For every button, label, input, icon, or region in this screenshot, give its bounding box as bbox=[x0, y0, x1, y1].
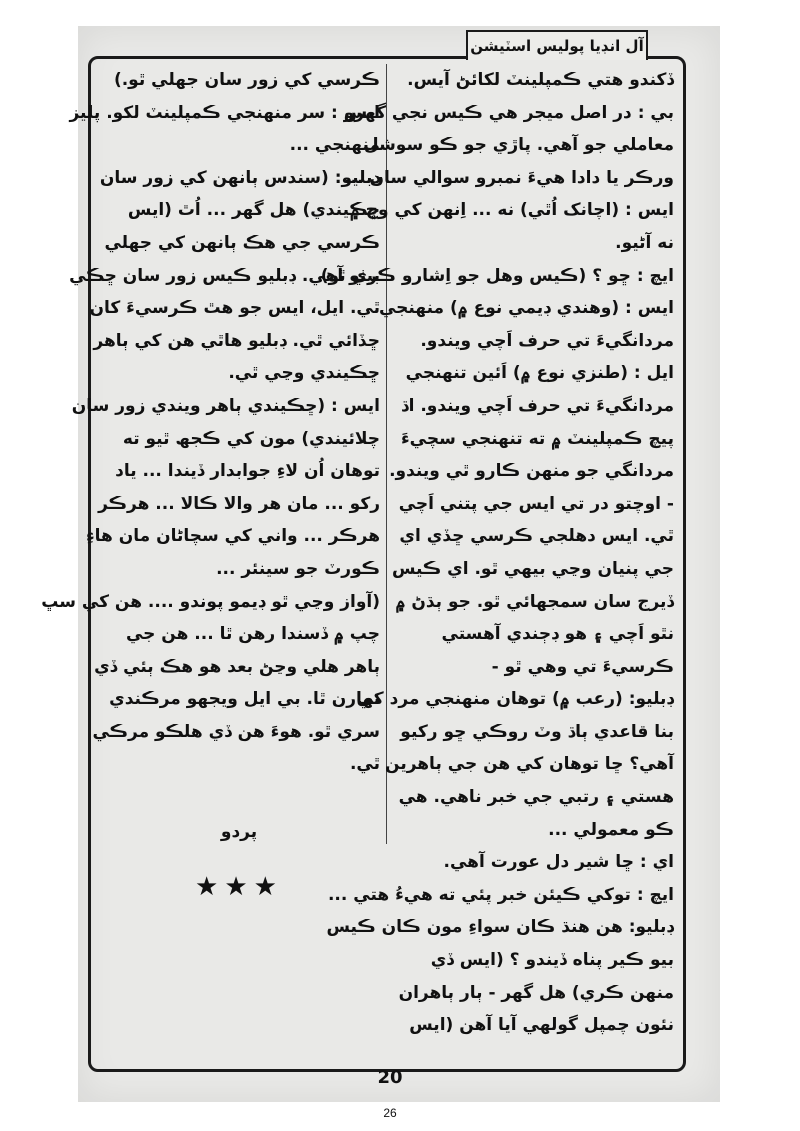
left-column-line: ٿي. ايل، ايس جو هٿ ڪرسيءَ کان bbox=[89, 298, 380, 319]
right-column-line: ڪرسيءَ تي وهي ٿو - bbox=[491, 656, 674, 677]
footer-number: 26 bbox=[383, 1106, 397, 1120]
right-column-line: ڊبليو: هن هنڌ ڪان سواءِ مون ڪان ڪيس bbox=[326, 917, 674, 938]
right-column-line: معاملي جو آهي. پاڙي جو ڪو سوشل bbox=[363, 135, 674, 156]
left-column-line: ٻاهر هلي وڃڻ بعد هو هڪ ٻئي ڏي bbox=[94, 656, 380, 677]
left-column-line: (آواز وڃي ٿو ڊيمو پوندو .... هن کي سڀ bbox=[41, 591, 380, 612]
left-column-line: رکو ... مان هر والا ڪالا ... هرڪر bbox=[98, 493, 380, 514]
left-column-line: ڪرسي کي زور سان جهلي ٿو.) bbox=[113, 70, 380, 90]
right-column-line: مردانگيءَ تي حرف اَچي ويندو. bbox=[420, 330, 674, 351]
section-stars: ★★★ bbox=[195, 872, 283, 902]
left-column-line: ٿي. bbox=[349, 754, 380, 775]
right-column-line: اي : ڇا شير دل عورت آهي. bbox=[443, 852, 674, 873]
right-column-line: نئون چمپل گولهي آيا آهن (ايس bbox=[409, 1015, 674, 1036]
left-column-line: ڪورٽ جو سينئر ... bbox=[216, 558, 380, 579]
left-column-line: ڪرسي جي هڪ ٻانهن کي جهلي bbox=[104, 232, 380, 253]
left-column-line: منهنجي ... bbox=[289, 135, 380, 156]
right-column-line: مردانگيءَ تي حرف اَچي ويندو. اڌ bbox=[401, 395, 674, 416]
left-column-line: ايس : سر منهنجي ڪمپلينٽ لکو. پليز bbox=[69, 102, 380, 123]
right-column-line: بي : در اصل ميجر هي ڪيس نجي گهرو bbox=[343, 102, 674, 123]
left-column-line: ڊبليو: (سندس ٻانهن کي زور سان bbox=[99, 167, 380, 188]
right-column-line: ايچ : ڇو ؟ (ڪيس وهل جو اِشارو ڪري ٿو) bbox=[320, 265, 674, 286]
curtain-label: پردو bbox=[220, 822, 258, 842]
running-header: آل انڊيا پوليس اسٽيشن bbox=[466, 30, 648, 60]
right-column-line: ايس : (اچانک اُٿي) نه ... اِنهن کي وچ ۾ bbox=[349, 200, 674, 221]
right-column-line: - اوچتو در تي ايس جي پتني اَچي bbox=[398, 493, 674, 514]
left-column-line: توهان اُن لاءِ جوابدار ڏيندا ... ياد bbox=[115, 461, 380, 482]
left-column-line: نهارن ٿا. بي ايل ويجهو مرڪندي bbox=[109, 689, 380, 710]
right-column-line: ايس : (وهندي ڊيمي نوع ۾) منهنجي bbox=[378, 298, 674, 319]
left-column-line: چلائيندي) مون کي ڪجھ ٿيو ته bbox=[122, 428, 380, 449]
right-column-line: جي پنيان وڃي بيهي ٿو. اي ڪيس bbox=[391, 558, 674, 579]
right-column-line: نٿو اَچي ۽ هو ڊڄندي آهستي bbox=[441, 624, 674, 645]
page-number: 20 bbox=[377, 1067, 403, 1088]
right-column-line: بيو ڪير پناه ڏيندو ؟ (ايس ڏي bbox=[430, 950, 674, 971]
right-column-line: ڪو معمولي ... bbox=[548, 819, 674, 840]
left-column-line: سري ٿو. هوءَ هن ڏي هلڪو مرڪي bbox=[92, 721, 380, 742]
left-column-line: بيٺو آهي. ڊبليو ڪيس زور سان ڇڪي bbox=[69, 265, 380, 286]
left-column-line: هرڪر ... واني کي سچاڻان مان هاءِ bbox=[85, 526, 380, 547]
right-column-line: هستي ۽ رتبي جي خبر ناهي. هي bbox=[398, 787, 674, 808]
right-column-line: ٿي. ايس دهلجي ڪرسي ڇڏي اي bbox=[399, 526, 674, 547]
right-column-line: آهي؟ ڇا توهان کي هن جي ٻاهرين bbox=[385, 754, 674, 775]
left-column-line: چپ ۾ ڏسندا رهن ٿا ... هن جي bbox=[125, 624, 380, 645]
right-column-line: مردانگي جو منهن ڪارو ٿي ويندو. bbox=[389, 461, 674, 482]
right-column-line: ورڪر يا دادا هيءَ نمبرو سوالي سان ... bbox=[344, 167, 674, 188]
right-column-line: پيچ ڪمپلينٽ ۾ ته تنهنجي سچيءَ bbox=[400, 428, 674, 449]
left-column-line: ڇڪيندي) هل گهر ... اُٿ (ايس bbox=[127, 200, 380, 221]
left-text-column bbox=[41, 64, 380, 781]
right-column-line: ايچ : توکي ڪيئن خبر پئي ته هيءُ هتي ... bbox=[327, 884, 674, 905]
right-column-line: نه آڻيو. bbox=[615, 232, 674, 253]
right-column-line: ايل : (طنزي نوع ۾) اَئين تنهنجي bbox=[405, 363, 674, 384]
left-column-line: ڇڏائي ٿي. ڊبليو هاٿي هن کي ٻاهر bbox=[93, 330, 380, 351]
right-column-line: ڊبليو: (رعب ۾) توهان منهنجي مرد کي bbox=[356, 689, 674, 710]
right-text-column bbox=[320, 64, 674, 1042]
left-column-line: ايس : (ڇڪيندي ٻاهر ويندي زور سان bbox=[71, 395, 380, 416]
right-column-line: ڏکندو هتي ڪمپلينٽ لکائڻ آيس. bbox=[407, 70, 674, 90]
left-column-line: ڇڪيندي وڃي ٿي. bbox=[228, 363, 380, 384]
right-column-line: ڏيرج سان سمجهائي ٿو. جو ٻڌڻ ۾ bbox=[395, 591, 674, 612]
right-column-line: بنا قاعدي ٻاڌ وٽ روڪي ڇو رکيو bbox=[400, 721, 674, 742]
right-column-line: منهن ڪري) هل گهر - ٻار ٻاهران bbox=[398, 982, 674, 1003]
